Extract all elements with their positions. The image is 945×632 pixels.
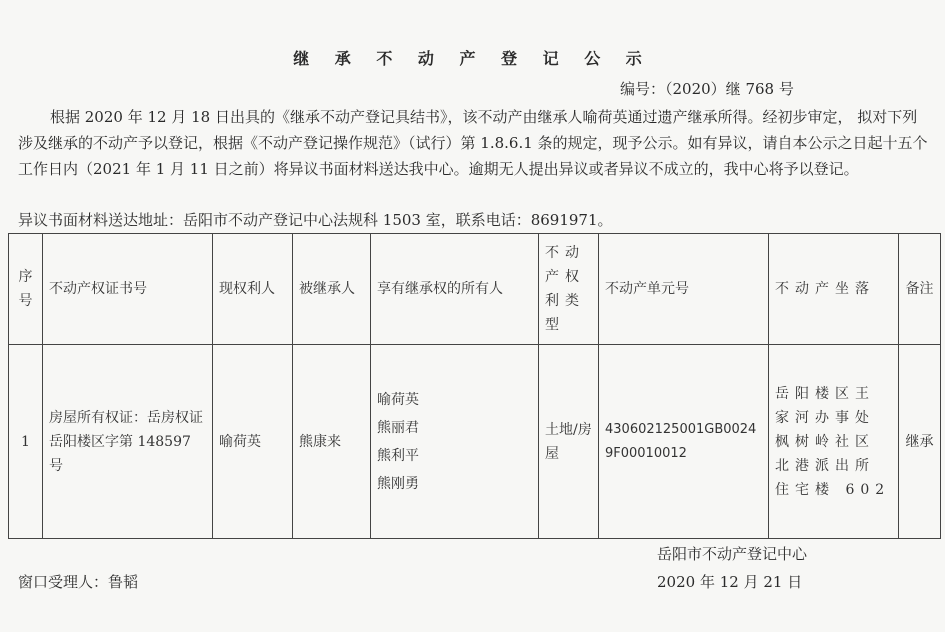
- table-header-row: [9, 234, 941, 345]
- header-unit-number: 不动产单元号: [599, 234, 769, 345]
- row-current-owner: 喻荷英: [213, 345, 293, 539]
- header-right-type: 不动产权利类型: [539, 234, 599, 345]
- issue-date: 2020 年 12 月 21 日: [657, 573, 803, 591]
- document-number: 编号：（2020）继 768 号: [620, 80, 794, 98]
- objection-address: 异议书面材料送达地址：岳阳市不动产登记中心法规科 1503 室，联系电话：8691971。: [18, 211, 613, 229]
- row-decedent: 熊康来: [293, 345, 371, 539]
- header-note: 备注: [899, 234, 941, 345]
- header-heirs: 享有继承权的所有人: [371, 234, 539, 345]
- property-table: [8, 233, 941, 539]
- heir-name: 喻荷英: [377, 391, 419, 408]
- header-decedent: 被继承人: [293, 234, 371, 345]
- row-certificate: 房屋所有权证：岳房权证岳阳楼区字第 148597 号: [43, 345, 213, 539]
- header-current-owner: 现权利人: [213, 234, 293, 345]
- notice-body: 根据 2020 年 12 月 18 日出具的《继承不动产登记具结书》，该不动产由继承人喻荷英通过遗产继承所得。经初步审定， 拟对下列涉及继承的不动产予以登记，根据《不动产登记操作规范》（试行）第 1.8.6.1 条的规定，现予公示。如有异议，请自本公示之日起十五个工作日内（2021 年 1 月 11 日之前）将异议书面材料送达我中心。逾期无人提出异议或者异议不成立的，我中心将予以登记。: [18, 108, 928, 178]
- table-row: [9, 345, 941, 539]
- header-certificate: 不动产权证书号: [43, 234, 213, 345]
- row-unit-number: 430602125001GB00249F00010012: [599, 345, 769, 539]
- window-clerk: 窗口受理人：鲁韬: [18, 573, 139, 591]
- heir-name: 熊利平: [377, 447, 419, 464]
- row-heirs: [371, 345, 539, 539]
- issuing-organization: 岳阳市不动产登记中心: [657, 545, 808, 563]
- row-note: 继承: [899, 345, 941, 539]
- heir-name: 熊丽君: [377, 419, 419, 436]
- row-location: 岳阳楼区王家河办事处枫树岭社区北港派出所住宅楼 602: [769, 345, 899, 539]
- row-index: 1: [9, 345, 43, 539]
- page-title: 继 承 不 动 产 登 记 公 示: [293, 49, 652, 68]
- row-right-type: 土地/房屋: [539, 345, 599, 539]
- header-location: 不动产坐落: [769, 234, 899, 345]
- header-index: 序号: [9, 234, 43, 345]
- heir-name: 熊刚勇: [377, 475, 419, 492]
